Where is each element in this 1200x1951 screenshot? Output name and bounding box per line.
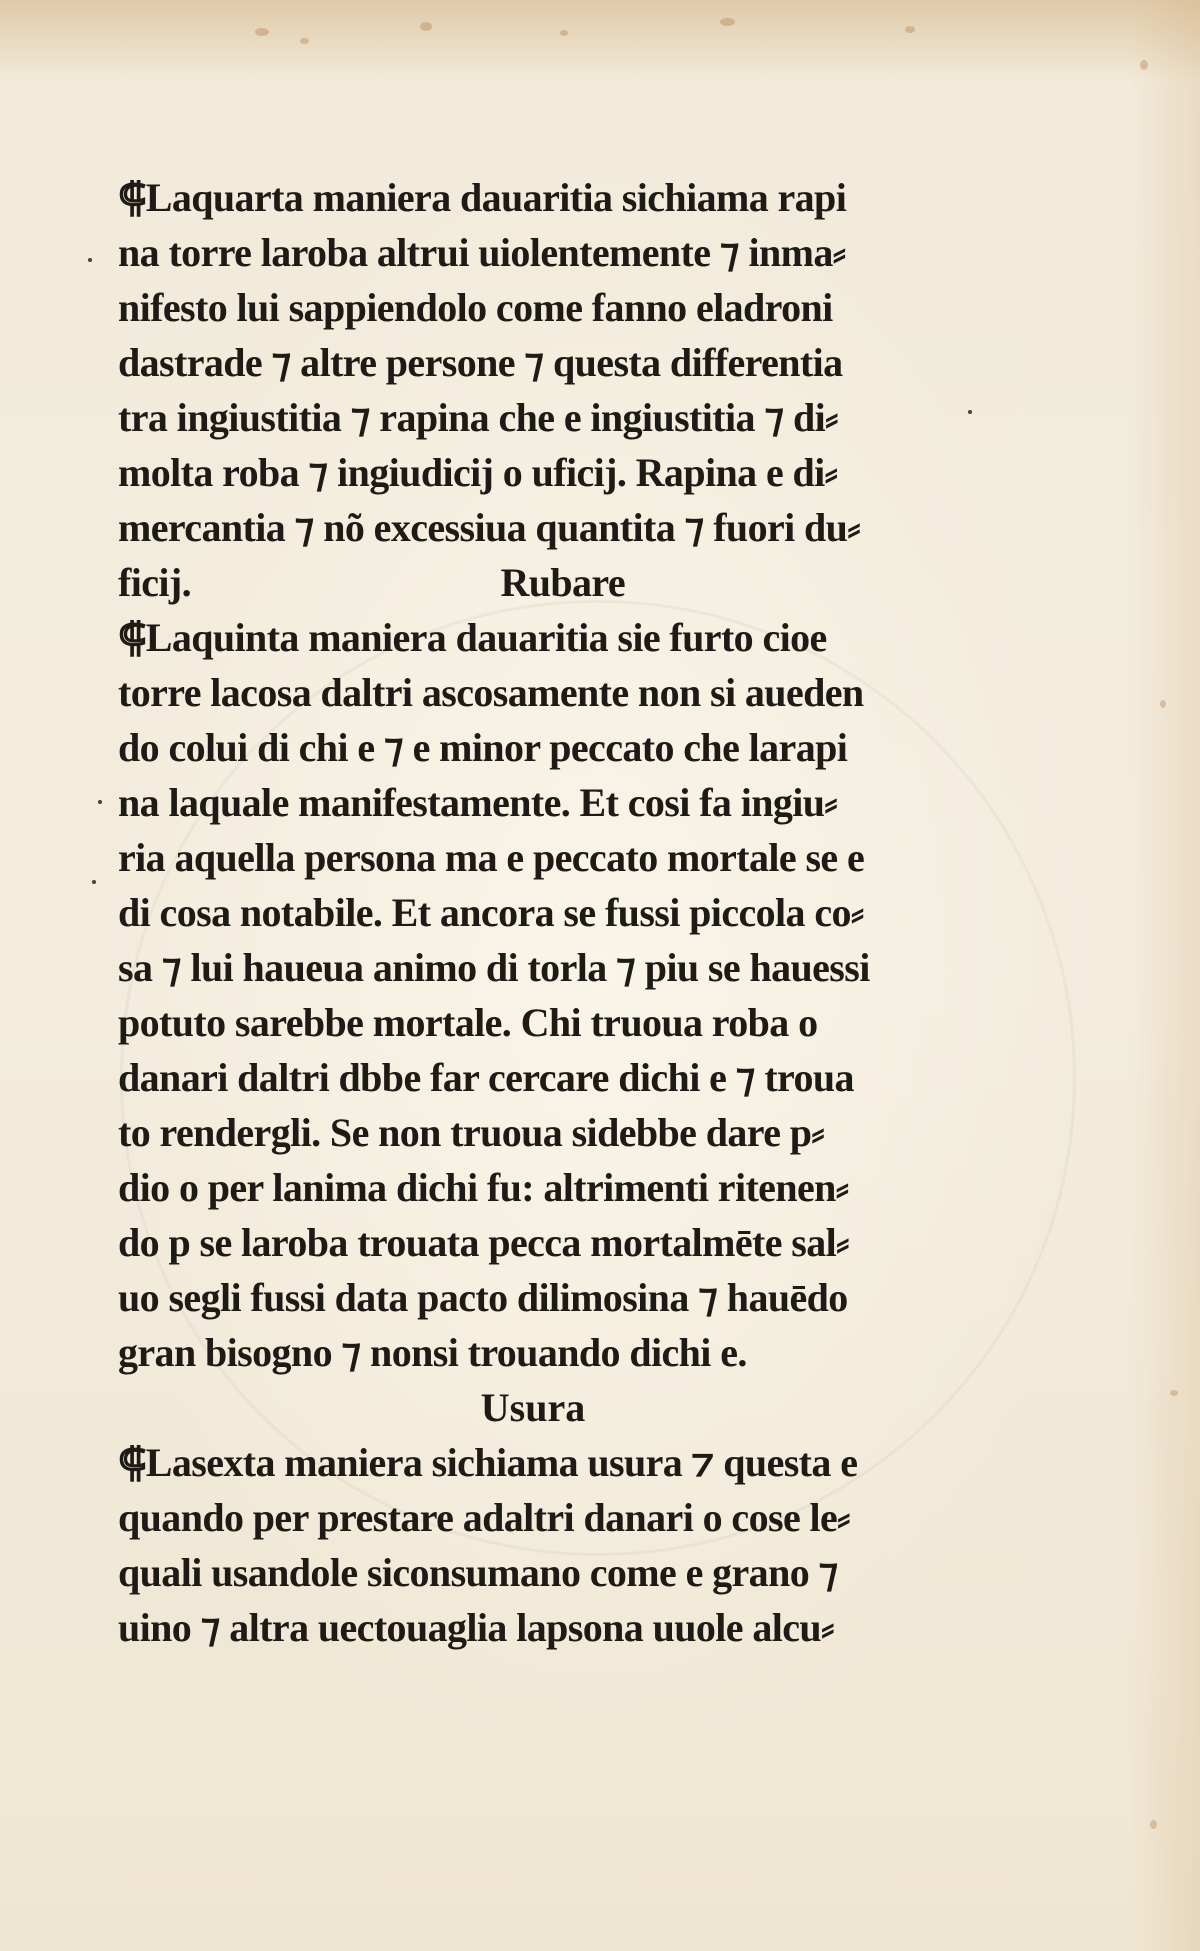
text-line: uo segli fussi data pacto dilimosina ⁊ hauēdo xyxy=(118,1275,848,1320)
section-heading-usura: Usura xyxy=(480,1385,586,1430)
foxing-spot xyxy=(300,38,309,44)
text-line: na torre laroba altrui uiolentemente ⁊ inma⸗ xyxy=(118,230,846,275)
text-line: mercantia ⁊ nõ excessiua quantita ⁊ fuori du⸗ xyxy=(118,505,861,550)
text-line: quando per prestare adaltri danari o cose le⸗ xyxy=(118,1495,850,1540)
text-line: dio o per lanima dichi fu: altrimenti ritenen⸗ xyxy=(118,1165,849,1210)
text-line: dastrade ⁊ altre persone ⁊ questa differentia xyxy=(118,340,843,385)
text-line: do p se laroba trouata pecca mortalmēte sal⸗ xyxy=(118,1220,849,1265)
foxing-spot xyxy=(905,26,915,33)
foxing-spot xyxy=(720,18,735,26)
text-line: gran bisogno ⁊ nonsi trouando dichi e. xyxy=(118,1330,747,1375)
text-line: danari daltri dbbe far cercare dichi e ⁊ troua xyxy=(118,1055,854,1100)
text-line: sa ⁊ lui haueua animo di torla ⁊ piu se hauessi xyxy=(118,945,870,990)
text-line: potuto sarebbe mortale. Chi truoua roba o xyxy=(118,1000,818,1045)
foxing-spot xyxy=(1140,60,1148,70)
text-line: ficij. xyxy=(118,560,192,605)
foxing-spot xyxy=(1170,1390,1178,1396)
text-line: ria aquella persona ma e peccato mortale se e xyxy=(118,835,865,880)
margin-mark xyxy=(92,880,96,884)
text-line: quali usandole siconsumano come e grano ⁊ xyxy=(118,1550,838,1595)
foxing-spot xyxy=(420,22,432,31)
text-line: ⸿Lasexta maniera sichiama usura ⁊ questa e xyxy=(118,1440,858,1485)
section-heading-rubare: Rubare xyxy=(500,560,626,605)
foxing-spot xyxy=(1160,700,1166,708)
foxing-spot xyxy=(1150,1820,1157,1829)
top-edge-stain xyxy=(0,0,1200,80)
text-line: tra ingiustitia ⁊ rapina che e ingiustitia ⁊ di⸗ xyxy=(118,395,838,440)
text-line: nifesto lui sappiendolo come fanno eladroni xyxy=(118,285,833,330)
text-line: do colui di chi e ⁊ e minor peccato che larapi xyxy=(118,725,848,770)
text-line: ⸿Laquinta maniera dauaritia sie furto cioe xyxy=(118,615,827,660)
text-line: molta roba ⁊ ingiudicij o uficij. Rapina e di⸗ xyxy=(118,450,838,495)
text-line-with-heading xyxy=(118,555,948,610)
text-line: ⸿Laquarta maniera dauaritia sichiama rapi xyxy=(118,175,847,220)
text-line: na laquale manifestamente. Et cosi fa ingiu⸗ xyxy=(118,780,838,825)
incunable-text-block xyxy=(118,170,948,1655)
margin-mark xyxy=(968,410,972,414)
foxing-spot xyxy=(255,28,269,36)
foxing-spot xyxy=(560,30,568,36)
text-line: uino ⁊ altra uectouaglia lapsona uuole alcu⸗ xyxy=(118,1605,834,1650)
margin-mark xyxy=(98,800,102,804)
text-line: di cosa notabile. Et ancora se fussi piccola co⸗ xyxy=(118,890,864,935)
text-line: torre lacosa daltri ascosamente non si aueden xyxy=(118,670,864,715)
margin-mark xyxy=(88,258,92,262)
right-edge-stain xyxy=(1130,0,1200,1951)
text-line: to rendergli. Se non truoua sidebbe dare p⸗ xyxy=(118,1110,825,1155)
